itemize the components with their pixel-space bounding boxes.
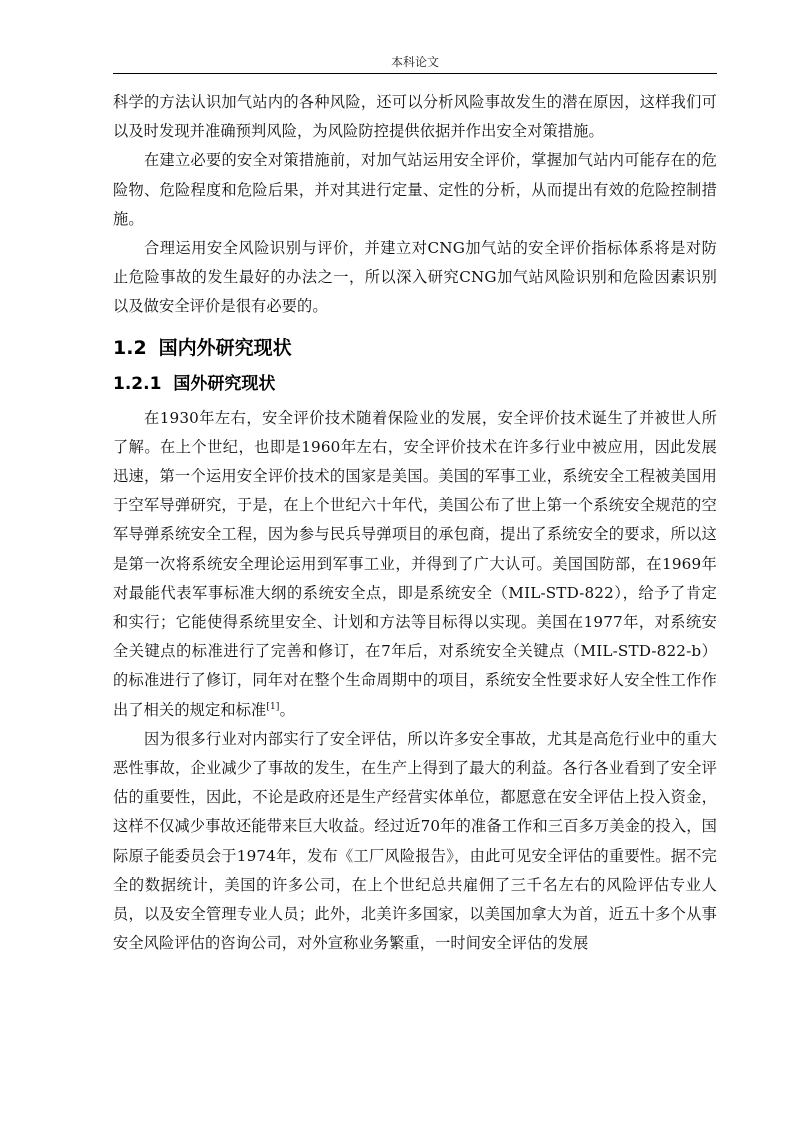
subsection-title: 国外研究现状 <box>173 373 276 394</box>
paragraph-text: 在1930年左右，安全评价技术随着保险业的发展，安全评价技术诞生了并被世人所了解。在上个世纪，也即是1960年左右，安全评价技术在许多行业中被应用，因此发展迅速，第一个运用安全评价技术的国家是美国。美国的军事工业，系统安全工程被美国用于空军导弹研究，于是，在上个世纪六十年代，美国公布了世上第一个系统安全规范的空军导弹系统安全工程，因为参与民兵导弹项目的承包商，提出了系统安全的要求，所以这是第一次将系统安全理论运用到军事工业，并得到了广大认可。美国国防部，在1969年对最能代表军事标准大纲的系统安全点，即是系统安全（MIL-STD-822），给予了肯定和实行；它能使得系统里安全、计划和方法等目标得以实现。美国在1977年，对系统安全关键点的标准进行了完善和修订，在7年后，对系统安全关键点（MIL-STD-822-b）的标准进行了修订，同年对在整个生命周期中的项目，系统安全性要求好人安全性工作作出了相关的规定和标准 <box>113 408 717 719</box>
document-body <box>113 88 717 958</box>
paragraph: 合理运用安全风险识别与评价，并建立对CNG加气站的安全评价指标体系将是对防止危险事故的发生最好的办法之一，所以深入研究CNG加气站风险识别和危险因素识别以及做安全评价是很有必要的。 <box>113 239 717 316</box>
header-divider <box>113 73 717 74</box>
subsection-heading-1-2-1 <box>113 366 717 402</box>
paragraph-continued: 科学的方法认识加气站内的各种风险，还可以分析风险事故发生的潜在原因，这样我们可以及时发现并准确预判风险，为风险防控提供依据并作出安全对策措施。 <box>113 93 717 141</box>
paragraph-end: 。 <box>279 700 295 719</box>
section-number: 1.2 <box>113 336 147 359</box>
running-header: 本科论文 <box>390 55 439 69</box>
paragraph <box>113 404 717 725</box>
paragraph: 在建立必要的安全对策措施前，对加气站运用安全评价，掌握加气站内可能存在的危险物、危险程度和危险后果，并对其进行定量、定性的分析，从而提出有效的危险控制措施。 <box>113 151 717 228</box>
citation-marker: [1] <box>266 701 280 712</box>
section-title: 国内外研究现状 <box>158 336 292 359</box>
subsection-number: 1.2.1 <box>113 373 162 394</box>
section-heading-1-2 <box>113 330 717 366</box>
paragraph: 因为很多行业对内部实行了安全评估，所以许多安全事故，尤其是高危行业中的重大恶性事故，企业减少了事故的发生，在生产上得到了最大的利益。各行各业看到了安全评估的重要性，因此，不论是政府还是生产经营实体单位，都愿意在安全评估上投入资金，这样不仅减少事故还能带来巨大收益。经过近70年的准备工作和三百多万美金的投入，国际原子能委员会于1974年，发布《工厂风险报告》，由此可见安全评估的重要性。据不完全的数据统计，美国的许多公司，在上个世纪总共雇佣了三千名左右的风险评估专业人员，以及安全管理专业人员；此外，北美许多国家，以美国加拿大为首，近五十多个从事安全风险评估的咨询公司，对外宣称业务繁重，一时间安全评估的发展 <box>113 729 717 953</box>
